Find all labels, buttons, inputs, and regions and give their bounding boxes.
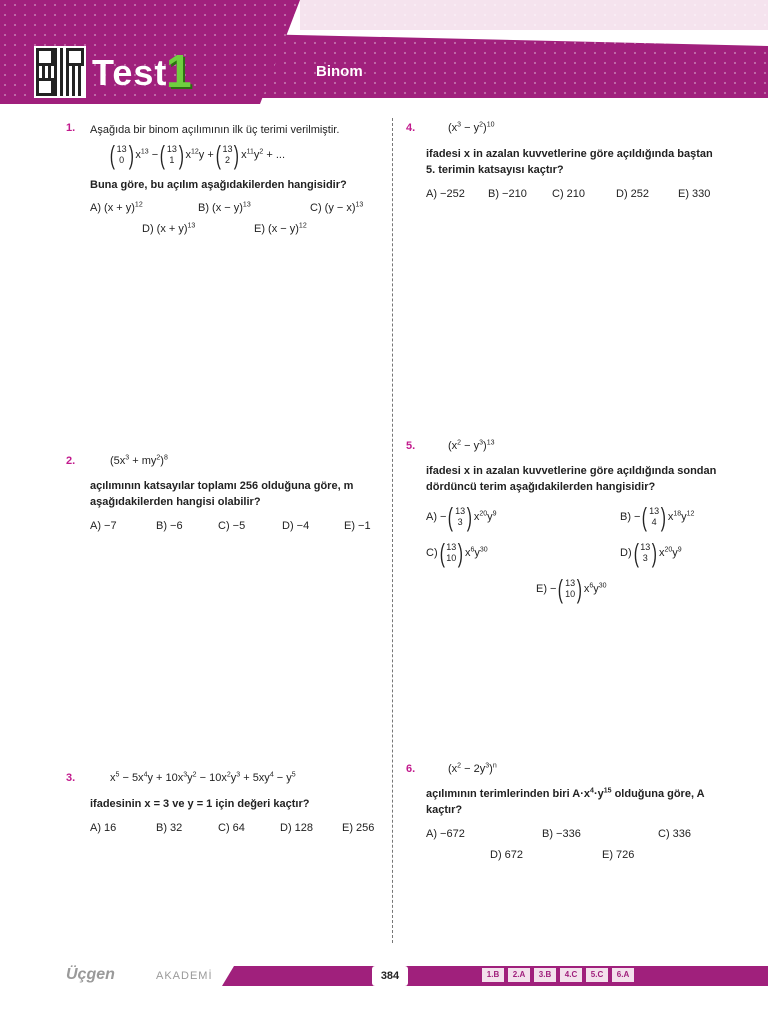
test-number: 1	[166, 45, 192, 97]
question-text: ifadesi x in azalan kuvvetlerine göre açıldığında sondan dördüncü terim aşağıdakilerden hangisidir?	[426, 465, 717, 493]
option-a[interactable]: A) $(x + y)^{12}$	[90, 201, 143, 214]
question-number: 5.	[406, 440, 416, 452]
option-a[interactable]: A) 16	[90, 822, 117, 834]
option-c[interactable]: C) ( 13 10 ) $x^6y^{30}$	[426, 538, 488, 568]
option-d[interactable]: D) ( 13 3 ) $x^{20}y^9$	[620, 538, 682, 568]
expression: $(5x^3 + my^2)^8$	[110, 454, 168, 467]
answer-key-4: 4.C	[560, 968, 582, 982]
question-text: açılımının katsayılar toplamı 256 olduğuna göre, m aşağıdakilerden hangisi olabilir?	[90, 480, 354, 508]
question-text: ifadesinin x = 3 ve y = 1 için değeri kaçtır?	[90, 798, 310, 810]
question-number: 3.	[66, 772, 76, 784]
qr-code-icon[interactable]	[34, 46, 86, 98]
option-a[interactable]: A) −672	[426, 828, 465, 840]
question-intro: Aşağıda bir binom açılımının ilk üç terimi verilmiştir.	[90, 124, 340, 136]
answer-key-6: 6.A	[612, 968, 634, 982]
answer-key-2: 2.A	[508, 968, 530, 982]
expression: $(x^2 - y^3)^{13}$	[448, 439, 495, 452]
option-a[interactable]: A) −252	[426, 188, 465, 200]
topic-title: Binom	[316, 63, 363, 80]
question-number: 4.	[406, 122, 416, 134]
expression: $x^5 - 5x^4y + 10x^3y^2 - 10x^2y^3 + 5xy^4 - y^5$	[110, 771, 296, 784]
expression: $(x^3 - y^2)^{10}$	[448, 121, 495, 134]
test-label: Test	[92, 52, 168, 93]
option-e[interactable]: E) 256	[342, 822, 375, 834]
question-number: 6.	[406, 763, 416, 775]
option-b[interactable]: B) −210	[488, 188, 527, 200]
page-header	[0, 0, 768, 104]
column-divider	[392, 118, 393, 943]
option-e[interactable]: E) 330	[678, 188, 711, 200]
answer-key-5: 5.C	[586, 968, 608, 982]
option-d[interactable]: D) 672	[490, 849, 524, 861]
option-c[interactable]: C) 336	[658, 828, 692, 840]
option-e[interactable]: E) − ( 13 10 ) $x^6y^{30}$	[536, 574, 607, 604]
question-text: ifadesi x in azalan kuvvetlerine göre açıldığında baştan 5. terimin katsayısı kaçtır?	[426, 148, 713, 176]
header-light-band	[300, 0, 768, 30]
option-d[interactable]: D) 252	[616, 188, 650, 200]
option-b[interactable]: B) − ( 13 4 ) $x^{18}y^{12}$	[620, 502, 695, 532]
option-c[interactable]: C) 210	[552, 188, 586, 200]
option-e[interactable]: E) −1	[344, 520, 371, 532]
page-number: 384	[372, 966, 408, 986]
option-d[interactable]: D) −4	[282, 520, 310, 532]
option-b[interactable]: B) 32	[156, 822, 183, 834]
answer-key-3: 3.B	[534, 968, 556, 982]
option-d[interactable]: D) $(x + y)^{13}$	[142, 222, 196, 235]
question-text: açılımının terimlerinden biri $A\cdot x^4\cdot y^{15}$ olduğuna göre, A kaçtır?	[426, 787, 705, 816]
option-b[interactable]: B) −336	[542, 828, 581, 840]
option-b[interactable]: B) $(x - y)^{13}$	[198, 201, 251, 214]
option-c[interactable]: C) 64	[218, 822, 245, 834]
option-b[interactable]: B) −6	[156, 520, 183, 532]
expression: $(x^2 - 2y^3)^n$	[448, 762, 497, 775]
option-e[interactable]: E) $(x - y)^{12}$	[254, 222, 307, 235]
option-a[interactable]: A) −7	[90, 520, 117, 532]
option-a[interactable]: A) − ( 13 3 ) $x^{20}y^9$	[426, 502, 497, 532]
brand-logo: Üçgen	[66, 966, 115, 983]
option-c[interactable]: C) −5	[218, 520, 246, 532]
question-number: 1.	[66, 122, 76, 134]
question-number: 2.	[66, 455, 76, 467]
question-text: Buna göre, bu açılım aşağıdakilerden hangisidir?	[90, 179, 347, 191]
option-c[interactable]: C) $(y - x)^{13}$	[310, 201, 364, 214]
answer-key-1: 1.B	[482, 968, 504, 982]
brand-logo-sub: AKADEMİ	[156, 970, 213, 982]
binomial-terms: ( 13 0 ) $x^{13}$ − ( 13 1 ) $x^{12}y$ + ( 13 2 ) $x^{11}y^2$ + ...	[109, 140, 286, 170]
option-e[interactable]: E) 726	[602, 849, 635, 861]
option-d[interactable]: D) 128	[280, 822, 314, 834]
